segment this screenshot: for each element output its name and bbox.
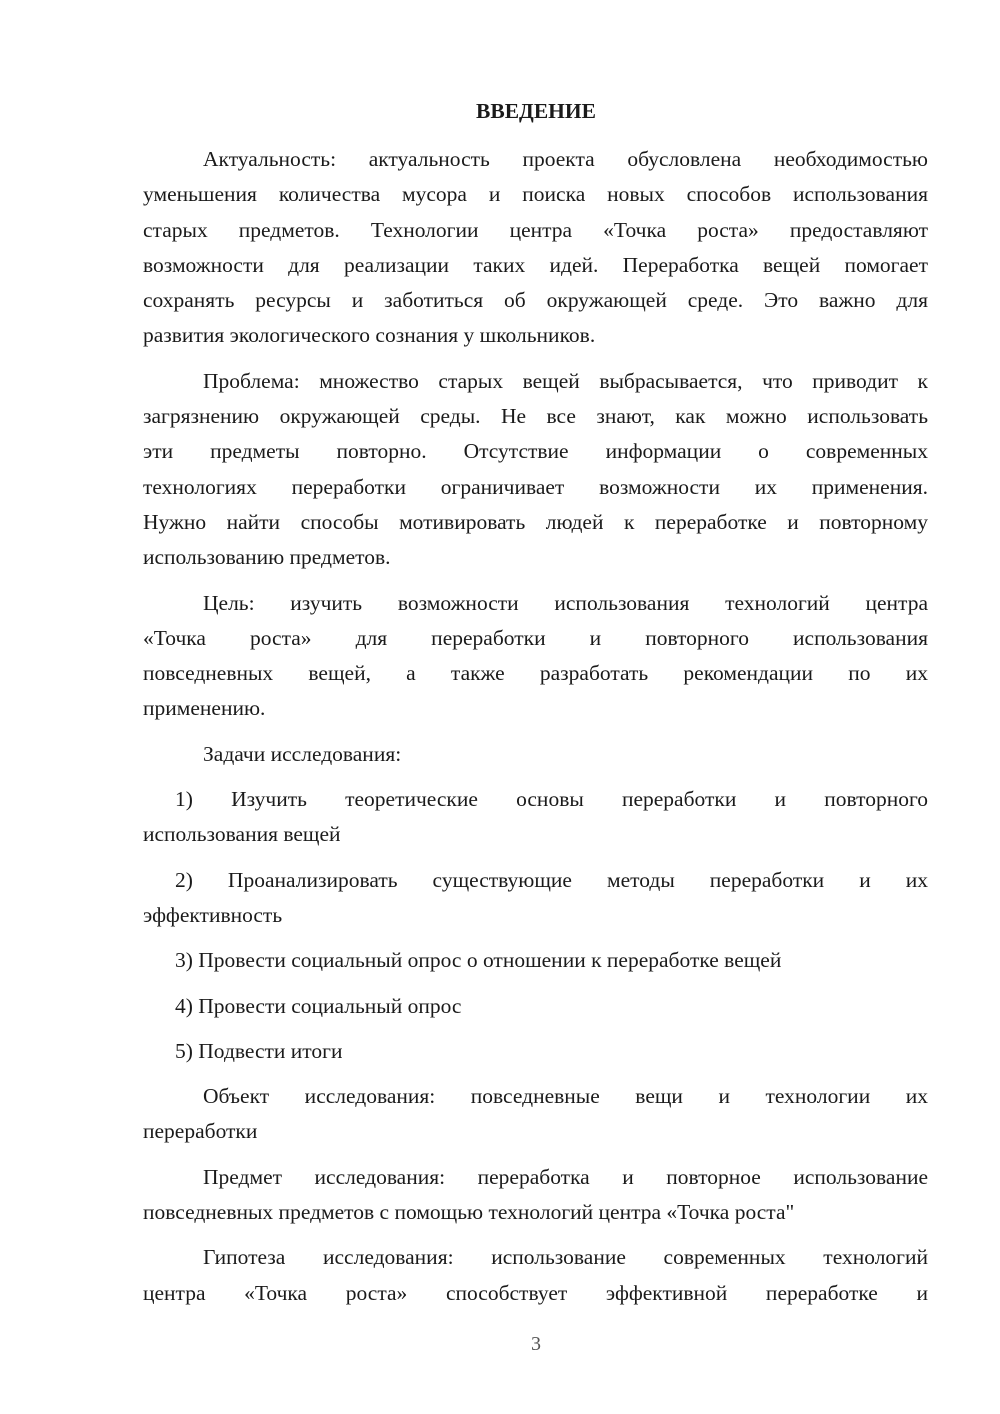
text-line: центра «Точка роста» способствует эффективной переработке и <box>143 1280 928 1305</box>
text-line: эти предметы повторно. Отсутствие информации о современных <box>143 439 928 464</box>
text-line: «Точка роста» для переработки и повторного использования <box>143 625 928 650</box>
task-list-item <box>143 782 928 853</box>
text-line: Объект исследования: повседневные вещи и технологии их <box>203 1084 928 1109</box>
text-line: повседневных предметов с помощью технологий центра «Точка роста" <box>143 1200 795 1225</box>
paragraph <box>143 364 928 576</box>
text-line: Актуальность: актуальность проекта обусловлена необходимостью <box>203 147 928 171</box>
text-line: повседневных вещей, а также разработать рекомендации по их <box>143 661 928 686</box>
text-line: 3) Провести социальный опрос о отношении к переработке вещей <box>175 948 782 973</box>
text-line: применению. <box>143 696 266 721</box>
text-line: возможности для реализации таких идей. Переработка вещей помогает <box>143 252 928 277</box>
text-line: Предмет исследования: переработка и повторное использование <box>203 1164 928 1189</box>
paragraph <box>143 1240 928 1311</box>
text-line: Проблема: множество старых вещей выбрасывается, что приводит к <box>203 368 928 393</box>
text-line: 5) Подвести итоги <box>175 1038 343 1063</box>
task-list-item <box>143 863 928 934</box>
text-line: Задачи исследования: <box>203 741 402 766</box>
paragraph <box>143 142 928 354</box>
text-line: технологиях переработки ограничивает возможности их применения. <box>143 474 928 499</box>
paragraph <box>143 1160 928 1231</box>
text-line: Гипотеза исследования: использование современных технологий <box>203 1245 928 1270</box>
paragraph <box>143 737 928 772</box>
text-line: 4) Провести социальный опрос <box>175 993 462 1018</box>
text-line: уменьшения количества мусора и поиска новых способов использования <box>143 182 928 207</box>
text-line: развития экологического сознания у школьников. <box>143 323 596 348</box>
text-line: эффективность <box>143 902 283 927</box>
page-number: 3 <box>531 1333 541 1355</box>
text-line: загрязнению окружающей среды. Не все знают, как можно использовать <box>143 404 928 429</box>
text-line: 1) Изучить теоретические основы переработки и повторного <box>175 787 928 812</box>
text-line: использованию предметов. <box>143 545 391 570</box>
text-line: сохранять ресурсы и заботиться об окружающей среде. Это важно для <box>143 288 928 313</box>
paragraph <box>143 1079 928 1150</box>
task-list-item <box>143 1034 928 1069</box>
task-list-item <box>143 989 928 1024</box>
text-line: 2) Проанализировать существующие методы переработки и их <box>175 867 928 892</box>
document-body <box>143 142 928 1321</box>
section-title: ВВЕДЕНИЕ <box>476 99 596 123</box>
text-line: Цель: изучить возможности использования технологий центра <box>203 590 928 615</box>
text-line: старых предметов. Технологии центра «Точка роста» предоставляют <box>143 217 928 242</box>
text-line: Нужно найти способы мотивировать людей к переработке и повторному <box>143 509 928 534</box>
task-list-item <box>143 943 928 978</box>
text-line: переработки <box>143 1119 258 1144</box>
text-line: использования вещей <box>143 822 341 847</box>
paragraph <box>143 586 928 727</box>
